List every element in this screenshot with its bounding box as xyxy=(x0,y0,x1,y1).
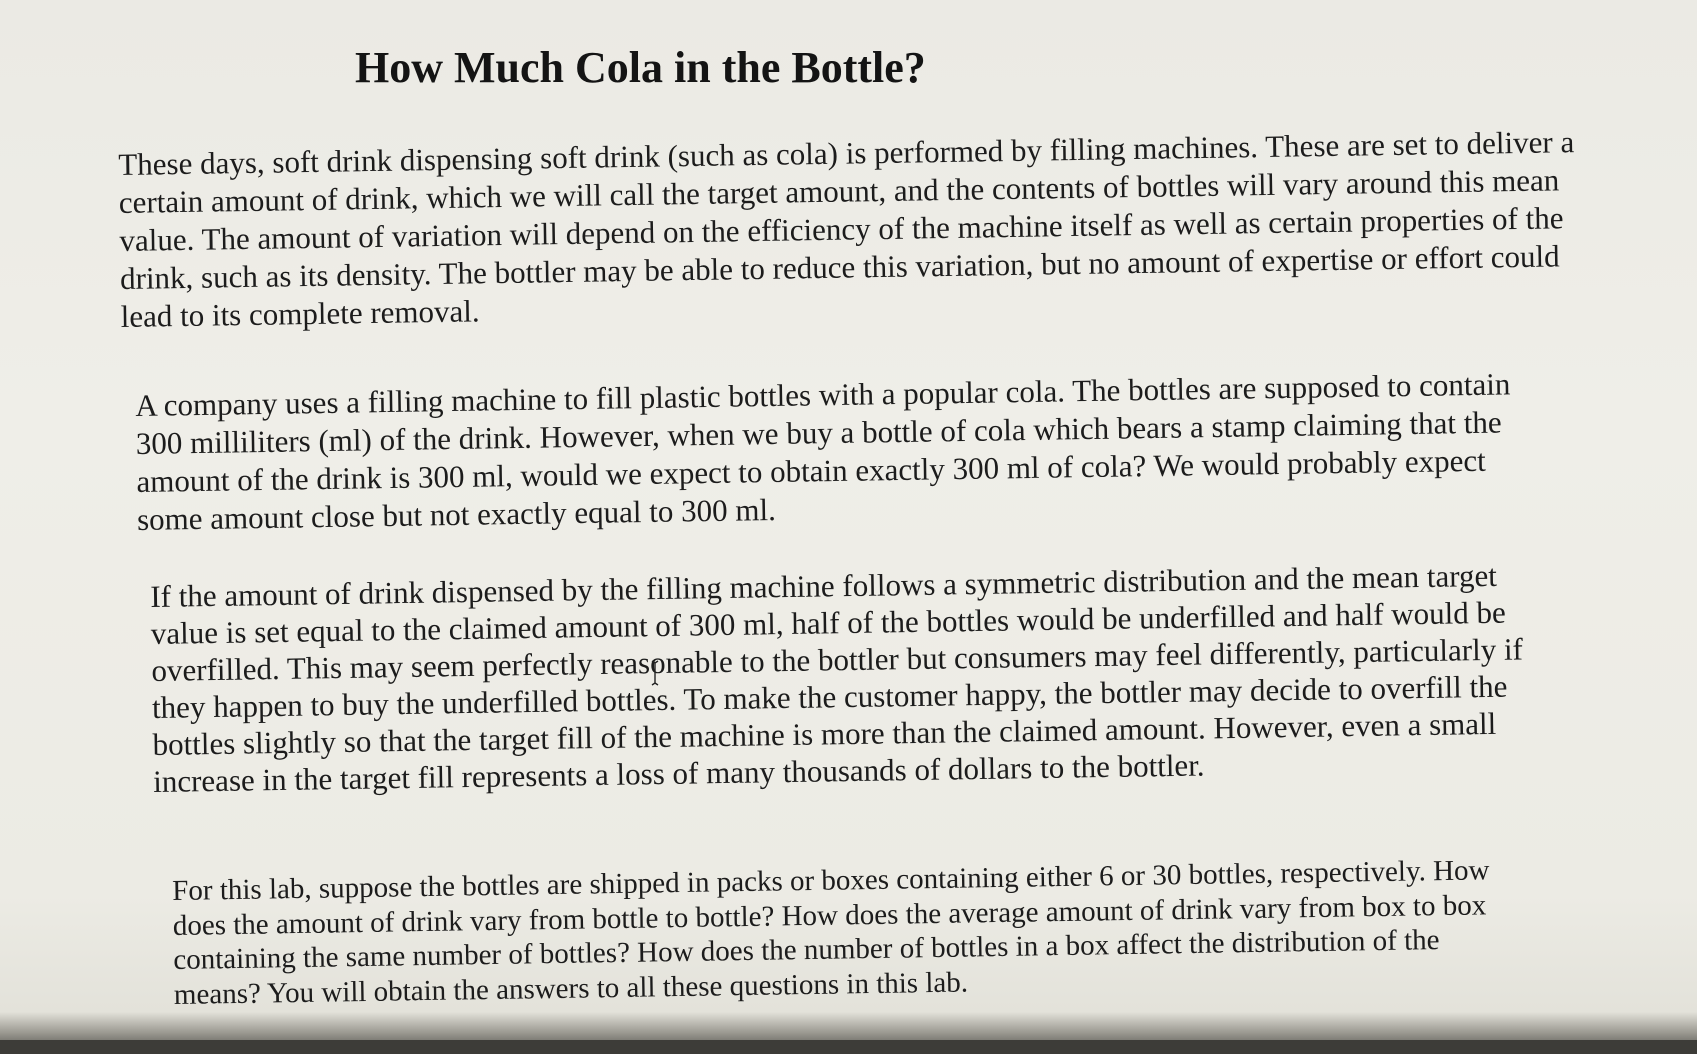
paragraph-intro: These days, soft drink dispensing soft drink (such as cola) is performed by filling machines. These are set to deliver a certain amount of drink, which we will call the target amount, and the contents of bottles will vary around this mean value. The amount of variation will depend on the efficiency of the machine itself as well as certain properties of the drink, such as its density. The bottler may be able to reduce this variation, but no amount of expertise or effort could lead to its complete removal. xyxy=(118,124,1575,334)
document-title: How Much Cola in the Bottle? xyxy=(355,43,926,92)
paragraph-distribution: If the amount of drink dispensed by the filling machine follows a symmetric distribution and the mean target value is set equal to the claimed amount of 300 ml, half of the bottles would be underfilled and half would be overfilled. This may seem perfectly reasonable to the bottler but consumers may feel differently, particularly if they happen to buy the underfilled bottles. To make the customer happy, the bottler may decide to overfill the bottles slightly so that the target fill of the machine is more than the claimed amount. However, even a small increase in the target fill represents a loss of many thousands of dollars to the bottler. xyxy=(150,557,1524,799)
text-cursor-icon xyxy=(650,660,660,686)
paragraph-company: A company uses a filling machine to fill plastic bottles with a popular cola. The bottles are supposed to contain 300 milliliters (ml) of the drink. However, when we buy a bottle of cola which bears a stamp claiming that the amount of the drink is 300 ml, would we expect to obtain exactly 300 ml of cola? We would probably expect some amount close but not exactly equal to 300 ml. xyxy=(135,366,1511,537)
monitor-bezel xyxy=(0,1040,1697,1054)
paragraph-lab: For this lab, suppose the bottles are shipped in packs or boxes containing either 6 or 30 bottles, respectively. How does the amount of drink vary from bottle to bottle? How does the average amount of drink vary from box to box containing the same number of bottles? How does the number of bottles in a box affect the distribution of the means? You will obtain the answers to all these questions in this lab. xyxy=(172,854,1490,1011)
